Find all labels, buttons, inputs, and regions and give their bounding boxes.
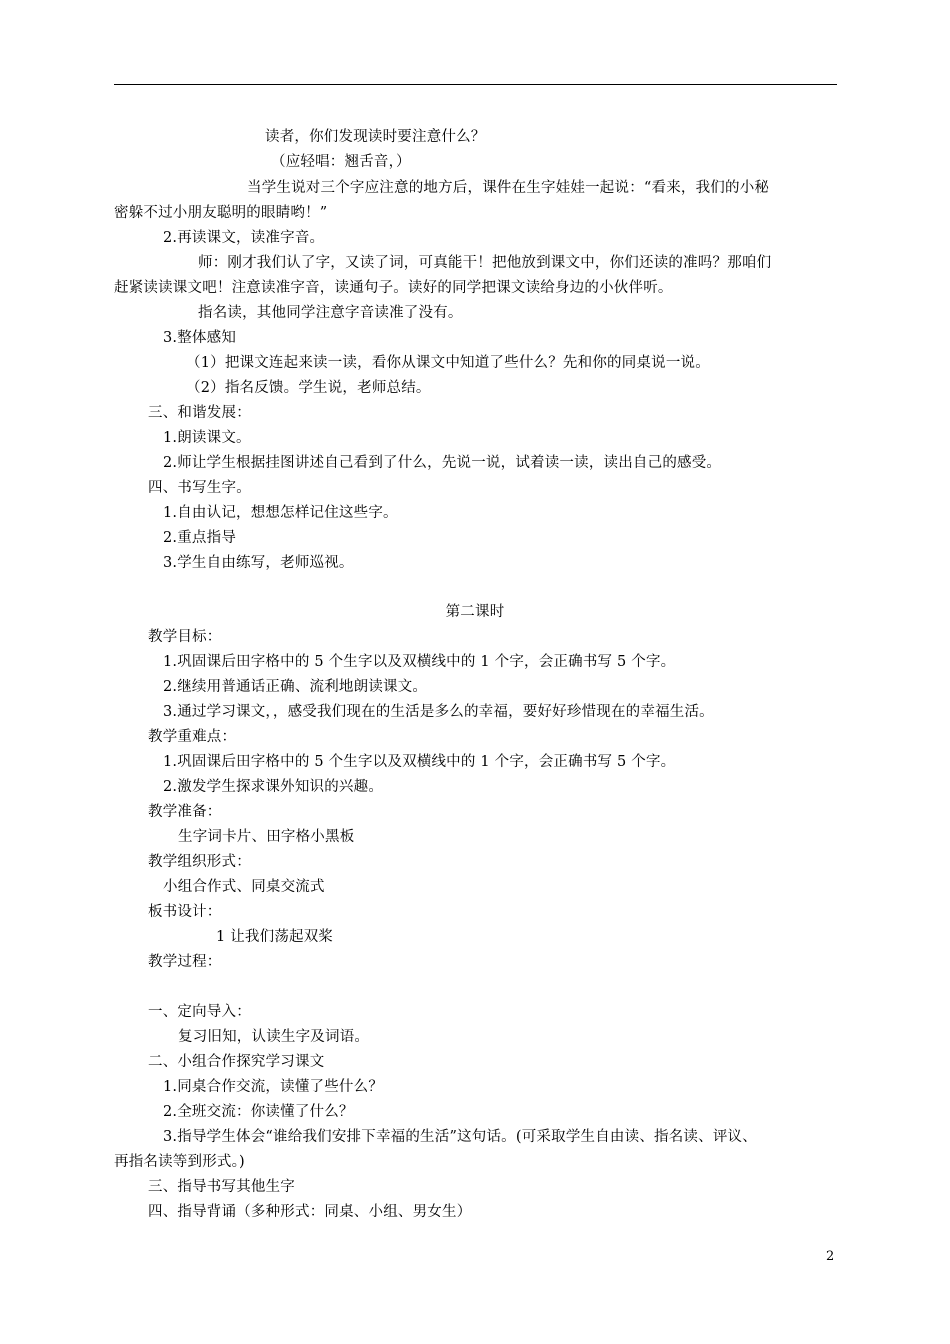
section-heading: 教学准备： xyxy=(148,804,222,820)
section-heading: 四、书写生字。 xyxy=(148,480,251,496)
text-line: 指名读，其他同学注意字音读准了没有。 xyxy=(198,305,463,321)
text-line: 2.重点指导 xyxy=(163,530,237,546)
text-line: 读者，你们发现读时要注意什么？ xyxy=(265,129,486,145)
text-line: 1.自由认记，想想怎样记住这些字。 xyxy=(163,505,398,521)
text-line: （1）把课文连起来读一读，看你从课文中知道了些什么？先和你的同桌说一说。 xyxy=(186,355,710,371)
text-line: 2.师让学生根据挂图讲述自己看到了什么，先说一说，试着读一读，读出自己的感受。 xyxy=(163,455,722,471)
text-line: 1.同桌合作交流，读懂了些什么？ xyxy=(163,1079,384,1095)
text-line: （2）指名反馈。学生说，老师总结。 xyxy=(186,380,431,396)
text-line: 3.整体感知 xyxy=(163,330,237,346)
text-line: （应轻唱：翘舌音，） xyxy=(271,154,411,170)
section-heading: 教学过程： xyxy=(148,954,222,970)
text-line: 2.全班交流：你读懂了什么？ xyxy=(163,1104,354,1120)
text-line: 1 让我们荡起双桨 xyxy=(216,929,334,945)
header-rule xyxy=(114,84,837,85)
text-line: 密躲不过小朋友聪明的眼睛哟！” xyxy=(114,205,328,221)
text-line: 2.激发学生探求课外知识的兴趣。 xyxy=(163,779,384,795)
section-heading: 二、小组合作探究学习课文 xyxy=(148,1054,325,1070)
text-line: 3.学生自由练写，老师巡视。 xyxy=(163,555,354,571)
section-heading: 教学组织形式： xyxy=(148,854,251,870)
text-line: 1.朗读课文。 xyxy=(163,430,251,446)
section-heading: 四、指导背诵（多种形式：同桌、小组、男女生） xyxy=(148,1204,472,1220)
page-number: 2 xyxy=(826,1249,835,1264)
text-line: 复习旧知，认读生字及词语。 xyxy=(178,1029,370,1045)
text-line: 小组合作式、同桌交流式 xyxy=(163,879,325,895)
section-heading: 教学目标： xyxy=(148,629,222,645)
text-line: 再指名读等到形式。) xyxy=(114,1154,245,1170)
text-line: 1.巩固课后田字格中的 5 个生字以及双横线中的 1 个字，会正确书写 5 个字。 xyxy=(163,754,676,770)
text-line: 赶紧读读课文吧！注意读准字音，读通句子。读好的同学把课文读给身边的小伙伴听。 xyxy=(114,280,673,296)
text-line: 师：刚才我们认了字，又读了词，可真能干！把他放到课文中，你们还读的准吗？那咱们 xyxy=(198,255,772,271)
text-line: 2.继续用普通话正确、流利地朗读课文。 xyxy=(163,679,428,695)
section-heading: 板书设计： xyxy=(148,904,222,920)
section-heading: 一、定向导入： xyxy=(148,1004,251,1020)
text-line: 2.再读课文，读准字音。 xyxy=(163,230,325,246)
text-line: 3.指导学生体会“谁给我们安排下幸福的生活”这句话。(可采取学生自由读、指名读、评议、 xyxy=(163,1129,757,1145)
section-heading: 教学重难点： xyxy=(148,729,237,745)
text-line: 当学生说对三个字应注意的地方后，课件在生字娃娃一起说：“看来，我们的小秘 xyxy=(247,180,770,196)
section-heading: 三、指导书写其他生字 xyxy=(148,1179,295,1195)
section-heading: 三、和谐发展： xyxy=(148,405,251,421)
text-line: 生字词卡片、田字格小黑板 xyxy=(178,829,355,845)
lesson-title: 第二课时 xyxy=(445,604,505,620)
text-line: 1.巩固课后田字格中的 5 个生字以及双横线中的 1 个字，会正确书写 5 个字。 xyxy=(163,654,676,670)
text-line: 3.通过学习课文，，感受我们现在的生活是多么的幸福，要好好珍惜现在的幸福生活。 xyxy=(163,704,714,720)
